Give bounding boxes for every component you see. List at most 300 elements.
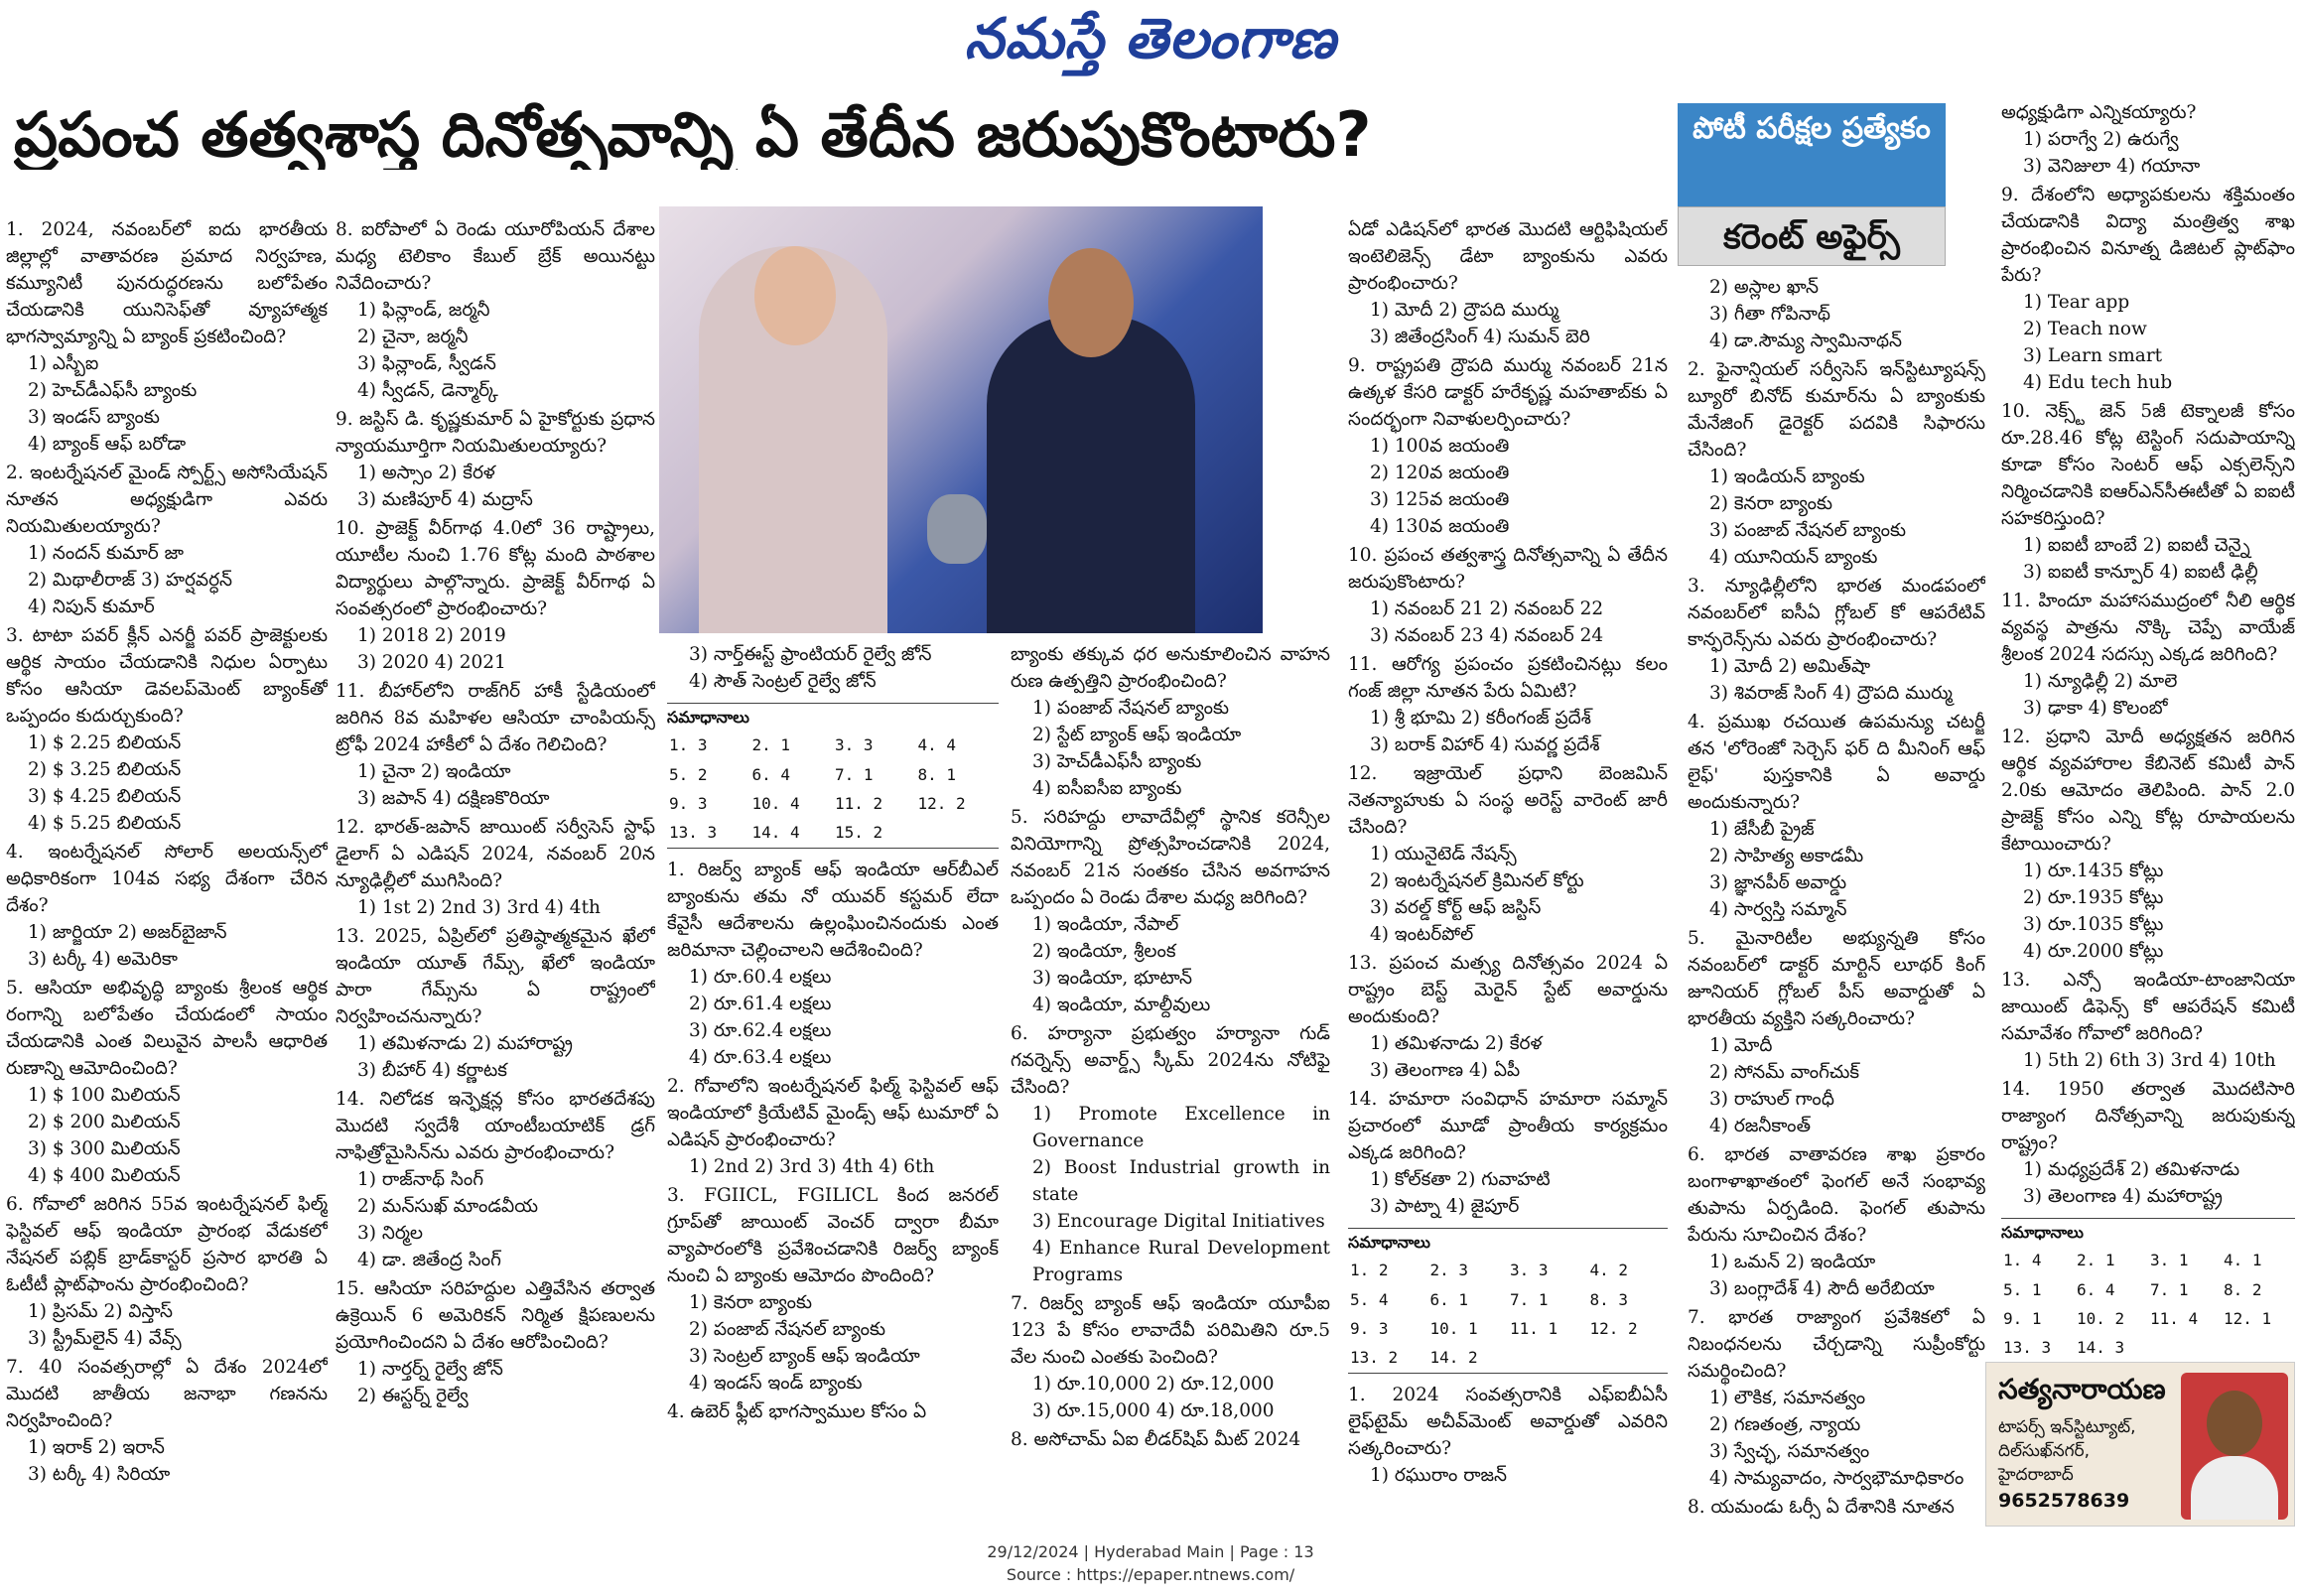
- answer-option: 2) కెనరా బ్యాంకు: [1709, 493, 1833, 514]
- answer-option: 1) ఇండియన్ బ్యాంకు: [1709, 466, 1865, 487]
- answer-option: 4) సౌత్ సెంట్రల్ రైల్వే జోన్: [689, 671, 877, 692]
- answer-cell: 4. 1: [2224, 1251, 2262, 1270]
- answer-option: 1) జార్జియా 2) అజర్‌బైజాన్: [28, 922, 227, 943]
- question-text: 12. ఇజ్రాయెల్ ప్రధాని బెంజమిన్ నెతన్యాహుకు ఏ సంస్థ అరెస్ట్ వారెంట్ జారీ చేసింది?: [1348, 763, 1668, 838]
- question-item: [2001, 182, 2295, 396]
- answer-option: 1) పరాగ్వే 2) ఉరుగ్వే: [2023, 129, 2179, 150]
- answer-option: 3) 125వ జయంతి: [1370, 489, 1510, 510]
- answer-cell: [1588, 1343, 1669, 1372]
- question-item: [6, 1191, 328, 1352]
- answers-table-b: [1348, 1256, 1668, 1372]
- answer-option: 2) హెచ్‌డీఎఫ్‌సీ బ్యాంకు: [28, 380, 198, 401]
- question-item: [1348, 542, 1668, 649]
- question-text: 12. భారత్-జపాన్ జాయింట్ సర్వీసెస్ స్టాఫ్ డైలాగ్ ఏ ఎడిషన్ 2024, నవంబర్ 20న న్యూఢిల్లీలో ముగిసింది?: [336, 817, 655, 891]
- answer-option: 2) రూ.61.4 లక్షలు: [689, 993, 832, 1014]
- answers-block-b: [1348, 1228, 1668, 1374]
- question-item: [6, 622, 328, 837]
- answer-option: 1) ఒమన్ 2) ఇండియా: [1709, 1252, 1876, 1272]
- answers-row: [667, 760, 999, 789]
- question-text: 2. ఫైనాన్షియల్ సర్వీసెస్ ఇన్‌స్టిట్యూషన్స్ బ్యూరో బినోద్ కుమార్‌ను ఏ బ్యాంకుకు మేనేజింగ్ డైరెక్టర్ పదవికి సిఫారసు చేసింది?: [1688, 359, 1985, 461]
- answer-cell: [2222, 1333, 2295, 1356]
- answer-cell: 9. 1: [2003, 1309, 2042, 1329]
- answers-row: [2001, 1333, 2295, 1356]
- question-text: 9. జస్టిస్ డి. కృష్ణకుమార్ ఏ హైకోర్టుకు ప్రధాన న్యాయమూర్తిగా నియమితులయ్యారు?: [336, 409, 655, 457]
- answer-option: 2) ఇండియా, శ్రీలంక: [1032, 941, 1176, 962]
- question-item: [6, 460, 328, 620]
- answer-option: 4) డా. జితేంద్ర సింగ్: [357, 1250, 501, 1270]
- question-text: 4. ప్రముఖ రచయిత ఉపమన్యు చటర్జీ తన 'లోరెంజో సెర్చెస్ ఫర్ ది మీనింగ్ ఆఫ్ లైఫ్' పుస్తకానికి ఏ అవార్డు అందుకున్నారు?: [1688, 712, 1985, 813]
- question-text: 9. రాష్ట్రపతి ద్రౌపది ముర్ము నవంబర్ 21న ఉత్కళ కేసరి డాక్టర్ హరేకృష్ణ మహతాబ్‌కు ఏ సందర్భంగా నివాళులర్పించారు?: [1348, 355, 1668, 430]
- answer-cell: 3. 3: [835, 735, 874, 755]
- author-phone: 9652578639: [1998, 1490, 2130, 1512]
- answer-option: 1) 2018 2) 2019: [357, 625, 506, 646]
- answer-option: 2) మన్‌సుఖ్ మాండవీయ: [357, 1196, 538, 1217]
- answer-cell: 14. 3: [2077, 1338, 2125, 1356]
- answer-option: 4) రూ.63.4 లక్షలు: [689, 1046, 832, 1068]
- question-item: [336, 678, 655, 812]
- headline: ప్రపంచ తత్వశాస్త్ర దినోత్సవాన్ని ఏ తేదీన జరుపుకొంటారు?: [14, 99, 1372, 171]
- answer-option: 1) కెనరా బ్యాంకు: [689, 1291, 813, 1313]
- question-item: [336, 923, 655, 1084]
- answer-option: 4) 130వ జయంతి: [1370, 516, 1510, 537]
- answer-option: 3) టర్కీ 4) సిరియా: [28, 1464, 171, 1485]
- answer-option: 4) Edu tech hub: [2023, 372, 2173, 393]
- question-text: 5. మైనారిటీల అభ్యున్నతి కోసం నవంబర్‌లో డాక్టర్ మార్టిన్ లూథర్ కింగ్ జూనియర్ గ్లోబల్ పీస్ అవార్డుతో ఏ భారతీయ వ్యక్తిని సత్కరించారు?: [1688, 928, 1985, 1029]
- question-text: 3. FGIICL, FGILICL కింద జనరల్ గ్రూప్‌తో జాయింట్ వెంచర్ ద్వారా బీమా వ్యాపారంలోకి ప్రవేశించడానికి రిజర్వ్ బ్యాంక్ నుంచి ఏ బ్యాంకు ఆమోదం పొందింది?: [667, 1184, 999, 1286]
- question-item: [1348, 760, 1668, 948]
- question-item: [1688, 573, 1985, 707]
- question-text: 7. 40 సంవత్సరాల్లో ఏ దేశం 2024లో మొదటి జాతీయ జనాభా గణనను నిర్వహించింది?: [6, 1357, 328, 1431]
- answer-option: 3) నవంబర్ 23 4) నవంబర్ 24: [1370, 625, 1604, 646]
- answer-option: 1) న్యూఢిల్లీ 2) మాలె: [2023, 671, 2178, 692]
- answer-option: 2) 120వ జయంతి: [1370, 463, 1510, 483]
- question-item: [1348, 1382, 1668, 1489]
- question-item: [1688, 1494, 1985, 1521]
- answer-option: 1) రూ.10,000 2) రూ.12,000: [1032, 1374, 1275, 1395]
- answer-option: 3) వరల్డ్ కోర్ట్ ఆఫ్ జస్టిస్: [1370, 897, 1542, 918]
- answer-option: 1) జేసీబీ ప్రైజ్: [1709, 819, 1815, 840]
- question-item: [1011, 641, 1330, 802]
- answer-option: 3) గీతా గోపినాథ్: [1709, 304, 1830, 325]
- question-text: 10. నెక్స్ట్ జెన్ 5జీ టెక్నాలజీ కోసం రూ.28.46 కోట్ల టెస్టింగ్ సదుపాయాన్ని కూడా కోసం సెంటర్ ఆఫ్ ఎక్సలెన్స్‌ని నిర్మించడానికి ఐఆర్ఎన్‌సీఈటీతో ఏ ఐఐటీ సహకరిస్తుంది?: [2001, 401, 2295, 529]
- answer-cell: [2148, 1333, 2222, 1356]
- answer-option: 1) రఘురాం రాజన్: [1370, 1464, 1508, 1486]
- answer-cell: 6. 1: [1429, 1289, 1469, 1309]
- question-item: [1348, 216, 1668, 350]
- answer-option: 1) Promote Excellence in Governance: [1032, 1104, 1330, 1151]
- answer-option: 2) Boost Industrial growth in state: [1032, 1157, 1330, 1205]
- answer-cell: 1. 2: [1350, 1261, 1389, 1280]
- answer-option: 1) Tear app: [2023, 292, 2130, 313]
- answer-cell: 8. 1: [917, 764, 957, 784]
- answer-cell: [916, 818, 1000, 847]
- answer-cell: 12. 1: [2224, 1309, 2272, 1329]
- answer-cell: 6. 4: [2077, 1279, 2115, 1299]
- question-text: 10. ప్రపంచ తత్వశాస్త్ర దినోత్సవాన్ని ఏ తేదీన జరుపుకొంటారు?: [1348, 545, 1668, 593]
- question-text: 15. ఆసియా సరిహద్దుల ఎత్తివేసిన తర్వాత ఉక్రెయిన్ 6 అమెరికన్ నిర్మిత క్షిపణులను ప్రయోగించిందని ఏ దేశం ఆరోపించింది?: [336, 1278, 655, 1353]
- answer-option: 3) పంజాబ్ నేషనల్ బ్యాంకు: [1709, 520, 1907, 541]
- answer-option: 1) నవంబర్ 21 2) నవంబర్ 22: [1370, 598, 1604, 619]
- answer-option: 2) $ 200 మిలియన్: [28, 1112, 181, 1132]
- question-item: [667, 1398, 999, 1425]
- answers-row: [1348, 1343, 1668, 1372]
- question-text: 13. ఎన్సో ఇండియా-టాంజానియా జాయింట్ డిఫెన్స్ కో ఆపరేషన్ కమిటీ సమావేశం గోవాలో జరిగింది?: [2001, 970, 2295, 1044]
- question-item: [336, 1275, 655, 1409]
- question-text: 11. ఆరోగ్య ప్రపంచం ప్రకటించినట్లు కలం గంజ్ జిల్లా నూతన పేరు ఏమిటి?: [1348, 654, 1668, 702]
- author-org: టాపర్స్ ఇన్‌స్టిట్యూట్, దిల్‌సుఖ్‌నగర్, హైదరాబాద్: [1998, 1417, 2136, 1485]
- answer-option: 1) ప్రిసమ్ 2) విస్తాస్: [28, 1301, 173, 1322]
- answer-cell: 9. 3: [669, 794, 708, 814]
- question-text: 6. హర్యానా ప్రభుత్వం హర్యానా గుడ్ గవర్నెన్స్ అవార్డ్స్ స్కీమ్ 2024ను నోటిఫై చేసింది?: [1011, 1023, 1330, 1098]
- question-text: 3. న్యూఢిల్లీలోని భారత మండపంలో నవంబర్‌లో ఐసీఏ గ్లోబల్ కో ఆపరేటివ్ కాన్ఫరెన్స్‌ను ఎవరు ప్రారంభించారు?: [1688, 576, 1985, 650]
- question-text: 13. 2025, ఏప్రిల్‌లో ప్రతిష్ఠాత్మకమైన ఖేలో ఇండియా యూత్ గేమ్స్, ఖేలో ఇండియా పారా గేమ్స్‌ను ఏ రాష్ట్రంలో నిర్వహించనున్నారు?: [336, 926, 655, 1027]
- answer-cell: 7. 1: [2150, 1279, 2189, 1299]
- answer-cell: [1508, 1343, 1588, 1372]
- question-item: [336, 515, 655, 676]
- answer-option: 1) ఫిన్లాండ్, జర్మనీ: [357, 300, 490, 321]
- masthead: [0, 0, 2301, 81]
- answer-cell: 11. 1: [1510, 1319, 1558, 1339]
- question-text: 2. ఇంటర్నేషనల్ మైండ్ స్పోర్ట్స్ అసోసియేషన్ నూతన అధ్యక్షుడిగా ఎవరు నియమితులయ్యారు?: [6, 463, 328, 537]
- question-text: 8. యమండు ఓర్సీ ఏ దేశానికి నూతన: [1688, 1497, 1955, 1518]
- question-text: 11. హిందూ మహాసముద్రంలో నీలి ఆర్థిక వ్యవస్థ పాత్రను నొక్కి చెప్పే వాయేజ్ శ్రీలంక 2024 సదస్సు ఎక్కడ జరిగింది?: [2001, 591, 2295, 665]
- answer-option: 1) అస్సాం 2) కేరళ: [357, 463, 495, 483]
- answer-option: 2) ఈస్టర్న్ రైల్వే: [357, 1386, 469, 1406]
- answer-option: 1) 2nd 2) 3rd 3) 4th 4) 6th: [689, 1155, 935, 1177]
- answer-option: 4) రూ.2000 కోట్లు: [2023, 941, 2164, 962]
- question-item: [2001, 1076, 2295, 1210]
- question-item: [1348, 1086, 1668, 1220]
- answer-cell: 8. 3: [1589, 1289, 1629, 1309]
- answer-option: 2) అస్లాల ఖాన్: [1709, 277, 1819, 298]
- answers-label: సమాధానాలు: [2001, 1223, 2084, 1242]
- question-item: [2001, 99, 2295, 180]
- answer-option: 4) సార్వస్తి సమ్మాన్: [1709, 899, 1847, 920]
- question-item: [336, 1086, 655, 1273]
- question-item: [336, 216, 655, 404]
- answer-option: 2) $ 3.25 బిలియన్: [28, 759, 182, 780]
- question-item: [6, 1354, 328, 1488]
- question-item: [1688, 356, 1985, 571]
- question-item: [1688, 274, 1985, 354]
- answer-cell: 8. 2: [2224, 1279, 2262, 1299]
- question-item: [1011, 1426, 1330, 1453]
- answer-option: 3) జపాన్ 4) దక్షిణకొరియా: [357, 788, 550, 809]
- answer-cell: 10. 4: [751, 794, 800, 814]
- section-badge: [1678, 103, 1946, 266]
- question-item: [667, 857, 999, 1071]
- answer-option: 3) బీహార్ 4) కర్ణాటక: [357, 1060, 507, 1081]
- question-item: [2001, 724, 2295, 965]
- question-text: 5. సరిహద్దు లావాదేవీల్లో స్థానిక కరెన్సీల వినియోగాన్ని ప్రోత్సహించడానికి 2024, నవంబర్ 21న సంతకం చేసిన అవగాహన ఒప్పందం ఏ రెండు దేశాల మధ్య జరిగింది?: [1011, 807, 1330, 908]
- answers-row: [1348, 1285, 1668, 1314]
- photo-person-right: [987, 316, 1195, 633]
- question-text: 13. ప్రపంచ మత్స్య దినోత్సవం 2024 ఏ రాష్ట్రం బెస్ట్ మెరైన్ స్టేట్ అవార్డును అందుకుంది?: [1348, 953, 1668, 1027]
- answer-option: 2) Teach now: [2023, 319, 2147, 339]
- answer-option: 3) జితేంద్రసింగ్ 4) సుమన్ బెరి: [1370, 327, 1590, 347]
- question-text: 6. గోవాలో జరిగిన 55వ ఇంటర్నేషనల్ ఫిల్మ్ ఫెస్టివల్ ఆఫ్ ఇండియా ప్రారంభ వేడుకలో నేషనల్ పబ్లిక్ బ్రాడ్‌కాస్టర్ ప్రసార భారతి ఏ ఓటీటీ ప్లాట్‌ఫాంను ప్రారంభించింది?: [6, 1194, 328, 1295]
- question-text: 4. ఉబెర్ ఫ్లీట్ భాగస్వాముల కోసం ఏ: [667, 1400, 927, 1422]
- answer-option: 1) 5th 2) 6th 3) 3rd 4) 10th: [2023, 1050, 2276, 1071]
- answer-option: 4) ఐసీఐసీఐ బ్యాంకు: [1032, 778, 1182, 799]
- answers-table-a: [667, 731, 999, 847]
- answers-row: [1348, 1256, 1668, 1284]
- answer-option: 1) ఐఐటీ బాంబే 2) ఐఐటీ చెన్నై: [2023, 535, 2250, 556]
- page-footer: [0, 1540, 2301, 1586]
- question-text: 7. రిజర్వ్ బ్యాంక్ ఆఫ్ ఇండియా యూపీఐ 123 పే కోసం లావాదేవీ పరిమితిని రూ.5 వేల నుంచి ఎంతకు పెంచింది?: [1011, 1293, 1330, 1368]
- answer-option: 3) తెలంగాణ 4) మహారాష్ట్ర: [2023, 1186, 2223, 1207]
- answer-option: 3) Learn smart: [2023, 345, 2163, 366]
- question-text: 1. రిజర్వ్ బ్యాంక్ ఆఫ్ ఇండియా ఆర్‌బీఎల్ బ్యాంకును తమ నో యువర్ కస్టమర్ లేదా కేవైసీ ఆదేశాలను ఉల్లంఘించినందుకు ఎంత జరిమానా చెల్లించాలని ఆదేశించింది?: [667, 859, 999, 961]
- answers-table-c: [2001, 1246, 2295, 1356]
- answer-cell: 12. 2: [917, 794, 966, 814]
- column-1: [6, 216, 328, 1523]
- answer-option: 1) ఇరాక్ 2) ఇరాన్: [28, 1437, 165, 1458]
- answer-option: 3) ఇండియా, భూటాన్: [1032, 968, 1192, 989]
- answer-option: 3) $ 300 మిలియన్: [28, 1138, 181, 1159]
- answer-option: 4) యూనియన్ బ్యాంకు: [1709, 547, 1878, 568]
- question-text: 11. బీహార్‌లోని రాజ్‌గిర్ హాకీ స్టేడియంలో జరిగిన 8వ మహిళల ఆసియా చాంపియన్స్ ట్రోఫీ 2024 హాకీలో ఏ దేశం గెలిచింది?: [336, 681, 655, 755]
- question-text: అధ్యక్షుడిగా ఎన్నికయ్యారు?: [2001, 102, 2197, 123]
- question-item: [1011, 804, 1330, 1018]
- answer-cell: 11. 4: [2150, 1309, 2199, 1329]
- answers-row: [2001, 1304, 2295, 1333]
- question-text: 2. గోవాలోని ఇంటర్నేషనల్ ఫిల్మ్ ఫెస్టివల్ ఆఫ్ ఇండియాలో క్రియేటివ్ మైండ్స్ ఆఫ్ టుమారో ఏ ఎడిషన్ ప్రారంభించారు?: [667, 1075, 999, 1150]
- question-text: 5. ఆసియా అభివృద్ధి బ్యాంకు శ్రీలంక ఆర్థిక రంగాన్ని బలోపేతం చేయడంలో సాయం చేయడానికి ఎంత విలువైన పాలసీ ఆధారిత రుణాన్ని ఆమోదించింది?: [6, 978, 328, 1079]
- answer-option: 2) మిథాలీరాజ్ 3) హర్షవర్ధన్: [28, 570, 233, 591]
- question-item: [6, 216, 328, 458]
- answer-option: 4) డా.సౌమ్య స్వామినాథన్: [1709, 331, 1902, 351]
- photo-trophy: [927, 494, 987, 564]
- photo-person-right-head: [1048, 248, 1134, 357]
- question-text: 7. భారత రాజ్యాంగ ప్రవేశికలో ఏ నిబంధనలను చేర్చడాన్ని సుప్రీంకోర్టు సమర్థించింది?: [1688, 1307, 1985, 1382]
- answer-option: 3) పాట్నా 4) జైపూర్: [1370, 1196, 1520, 1217]
- author-name: సత్యనారాయణ: [1998, 1373, 2166, 1405]
- answer-option: 1) నార్తర్న్ రైల్వే జోన్: [357, 1359, 503, 1380]
- answers-row: [667, 789, 999, 818]
- answer-option: 1) పంజాబ్ నేషనల్ బ్యాంకు: [1032, 698, 1230, 719]
- answer-option: 2) రూ.1935 కోట్లు: [2023, 887, 2164, 908]
- question-item: [1348, 651, 1668, 758]
- answer-option: 4) స్వీడన్, డెన్మార్క్: [357, 380, 498, 401]
- answer-cell: 13. 2: [1350, 1348, 1399, 1368]
- answer-option: 4) రజనీకాంత్: [1709, 1116, 1811, 1136]
- column-3: [667, 641, 999, 1523]
- answer-option: 3) నిర్మల: [357, 1223, 424, 1244]
- question-text: 14. నిలోడక ఇన్ఫెక్షన్ల కోసం భారతదేశపు మొదటి స్వదేశీ యాంటీబయాటిక్ డ్రగ్ నాఫిత్రోమైసిన్‌ను ఎవరు ప్రారంభించారు?: [336, 1089, 655, 1163]
- answer-option: 3) రూ.62.4 లక్షలు: [689, 1019, 832, 1041]
- question-item: [1348, 950, 1668, 1084]
- answer-option: 2) పంజాబ్ నేషనల్ బ్యాంకు: [689, 1318, 886, 1340]
- answer-option: 1) తమిళనాడు 2) కేరళ: [1370, 1033, 1543, 1054]
- answer-option: 3) ఇండస్ బ్యాంకు: [28, 407, 160, 428]
- answer-option: 3) బరాక్ విహార్ 4) సువర్ణ ప్రదేశ్: [1370, 734, 1600, 755]
- answer-option: 3) ఐఐటీ కాన్పూర్ 4) ఐఐటీ ఢిల్లీ: [2023, 562, 2258, 583]
- answer-cell: 3. 3: [1510, 1261, 1549, 1280]
- question-item: [667, 641, 999, 695]
- question-item: [1348, 352, 1668, 540]
- answer-option: 3) టర్కీ 4) అమెరికా: [28, 949, 178, 970]
- question-item: [1688, 709, 1985, 923]
- question-item: [6, 975, 328, 1189]
- answer-cell: 13. 3: [669, 823, 718, 843]
- answer-option: 1) మోదీ 2) ద్రౌపది ముర్ము: [1370, 300, 1559, 321]
- footer-source-line: Source : https://epaper.ntnews.com/: [1006, 1565, 1295, 1585]
- answer-option: 1) ఇండియా, నేపాల్: [1032, 914, 1179, 935]
- question-item: [6, 839, 328, 973]
- question-text: 10. ప్రాజెక్ట్ వీర్‌గాథ 4.0లో 36 రాష్ట్రాలు, యూటీల నుంచి 1.76 కోట్ల మంది పాఠశాల విద్యార్థులు పాల్గొన్నారు. ప్రాజెక్ట్ వీర్‌గాథ ఏ సంవత్సరంలో ప్రారంభించారు?: [336, 518, 655, 619]
- answer-option: 1) మోదీ: [1709, 1035, 1773, 1056]
- answer-option: 1) 1st 2) 2nd 3) 3rd 4) 4th: [357, 897, 601, 918]
- badge-bottom: కరెంట్ అఫైర్స్: [1678, 206, 1946, 266]
- answer-cell: 11. 2: [835, 794, 883, 814]
- answer-option: 1) $ 2.25 బిలియన్: [28, 732, 182, 753]
- answer-option: 2) ఇంటర్నేషనల్ క్రిమినల్ కోర్టు: [1370, 870, 1584, 891]
- answer-cell: 5. 2: [669, 764, 708, 784]
- answer-option: 3) తెలంగాణ 4) ఏపీ: [1370, 1060, 1521, 1081]
- question-item: [667, 1182, 999, 1396]
- question-text: ఏడో ఎడిషన్‌లో భారత మొదటి ఆర్టిఫిషియల్ ఇంటెలిజెన్స్ డేటా బ్యాంకును ఎవరు ప్రారంభించారు?: [1348, 219, 1668, 294]
- answer-option: 2) స్టేట్ బ్యాంక్ ఆఫ్ ఇండియా: [1032, 725, 1242, 745]
- answer-option: 1) మధ్యప్రదేశ్ 2) తమిళనాడు: [2023, 1159, 2240, 1180]
- answer-cell: 10. 1: [1429, 1319, 1478, 1339]
- badge-top: పోటీ పరీక్షల ప్రత్యేకం: [1678, 103, 1946, 206]
- answer-cell: 7. 1: [1510, 1289, 1549, 1309]
- answer-option: 1) యునైటెడ్ నేషన్స్: [1370, 844, 1517, 864]
- question-text: 9. దేశంలోని అధ్యాపకులను శక్తిమంతం చేయడానికి విద్యా మంత్రిత్వ శాఖ ప్రారంభించిన వినూత్న డిజిటల్ ప్లాట్‌ఫాం పేరు?: [2001, 185, 2295, 286]
- answer-cell: 5. 4: [1350, 1289, 1389, 1309]
- news-photo: [659, 206, 1263, 633]
- answer-cell: 12. 2: [1589, 1319, 1638, 1339]
- column-4: [1011, 641, 1330, 1523]
- footer-date-line: 29/12/2024 | Hyderabad Main | Page : 13: [987, 1542, 1314, 1561]
- answer-option: 3) రాహుల్ గాంధీ: [1709, 1089, 1834, 1110]
- answer-option: 1) శ్రీ భూమి 2) కరీంగంజ్ ప్రదేశ్: [1370, 708, 1591, 729]
- answer-option: 4) నిపున్ కుమార్: [28, 597, 155, 617]
- answer-option: 1) రాజ్‌నాథ్ సింగ్: [357, 1169, 484, 1190]
- answer-option: 4) Enhance Rural Development Programs: [1032, 1238, 1330, 1285]
- answer-option: 1) చైనా 2) ఇండియా: [357, 761, 511, 782]
- question-item: [336, 814, 655, 921]
- answer-option: 1) రూ.60.4 లక్షలు: [689, 966, 832, 988]
- question-text: 12. ప్రధాని మోదీ అధ్యక్షతన జరిగిన ఆర్థిక వ్యవహారాల కేబినెట్ కమిటీ పాన్ 2.0కు ఆమోదం తెలిపింది. పాన్ 2.0 ప్రాజెక్ట్ కోసం ఎన్ని కోట్ల రూపాయలను కేటాయించారు?: [2001, 727, 2295, 855]
- answer-cell: 6. 4: [751, 764, 791, 784]
- column-2: [336, 216, 655, 1523]
- answer-option: 3) $ 4.25 బిలియన్: [28, 786, 182, 807]
- answer-option: 3) రూ.15,000 4) రూ.18,000: [1032, 1400, 1275, 1421]
- answers-label: సమాధానాలు: [1348, 1233, 1430, 1252]
- answer-cell: 1. 4: [2003, 1251, 2042, 1270]
- answer-option: 3) సెంట్రల్ బ్యాంక్ ఆఫ్ ఇండియా: [689, 1345, 920, 1367]
- answer-cell: 1. 3: [669, 735, 708, 755]
- answer-option: 1) కోల్‌కతా 2) గువాహటి: [1370, 1169, 1551, 1190]
- answers-row: [1348, 1314, 1668, 1343]
- question-item: [1688, 1141, 1985, 1302]
- answer-option: 4) $ 400 మిలియన్: [28, 1165, 181, 1186]
- answers-row: [2001, 1275, 2295, 1304]
- answer-option: 4) ఇండియా, మాల్దీవులు: [1032, 995, 1211, 1015]
- answer-option: 2) సోనమ్ వాంగ్‌చుక్: [1709, 1062, 1860, 1083]
- answer-option: 3) హెచ్‌డీఎఫ్‌సీ బ్యాంకు: [1032, 751, 1202, 772]
- answers-row: [2001, 1246, 2295, 1274]
- answer-option: 3) మణిపూర్ 4) మద్రాస్: [357, 489, 533, 510]
- answer-option: 1) $ 100 మిలియన్: [28, 1085, 181, 1106]
- question-item: [1688, 925, 1985, 1139]
- photo-person-left-head: [754, 246, 836, 345]
- question-text: 8. ఐరోపాలో ఏ రెండు యూరోపియన్ దేశాల మధ్య టెలికాం కేబుల్ బ్రేక్ అయినట్టు నివేదించారు?: [336, 219, 655, 294]
- question-item: [1011, 1020, 1330, 1288]
- answers-row: [667, 818, 999, 847]
- answer-cell: 14. 4: [751, 823, 800, 843]
- author-box: [1985, 1362, 2295, 1527]
- question-item: [2001, 588, 2295, 722]
- answer-cell: 2. 1: [751, 735, 791, 755]
- author-photo: [2181, 1373, 2288, 1520]
- question-text: 14. హమారా సంవిధాన్ హమారా సమ్మాన్ ప్రచారంలో మూడో ప్రాంతీయ కార్యక్రమం ఎక్కడ జరిగింది?: [1348, 1089, 1668, 1163]
- answer-option: 4) ఇండస్ ఇండ్ బ్యాంకు: [689, 1372, 863, 1394]
- answer-option: 4) $ 5.25 బిలియన్: [28, 813, 182, 834]
- answer-option: 3) స్ట్రీమ్‌లైన్ 4) వేవ్స్: [28, 1328, 182, 1349]
- question-item: [2001, 398, 2295, 586]
- answers-row: [667, 731, 999, 759]
- answer-cell: 4. 4: [917, 735, 957, 755]
- answer-cell: 10. 2: [2077, 1309, 2125, 1329]
- answer-cell: 5. 1: [2003, 1279, 2042, 1299]
- answers-block-a: [667, 703, 999, 849]
- answer-option: 2) గణతంత్ర, న్యాయ: [1709, 1414, 1861, 1435]
- question-text: 3. టాటా పవర్ క్లీన్ ఎనర్జీ పవర్ ప్రాజెక్టులకు ఆర్థిక సాయం చేయడానికి నిధుల ఏర్పాటు కోసం ఆసియా డెవలప్‌మెంట్ బ్యాంక్‌తో ఒప్పందం కుదుర్చుకుంది?: [6, 625, 328, 727]
- column-5: [1348, 216, 1668, 1523]
- question-text: 1. 2024, నవంబర్‌లో ఐదు భారతీయ జిల్లాల్లో వాతావరణ ప్రమాద నిర్వహణ, కమ్యూనిటీ పునరుద్ధరణను బలోపేతం చేయడానికి యునిసెఫ్‌తో వ్యూహాత్మక భాగస్వామ్యాన్ని ఏ బ్యాంక్ ప్రకటించింది?: [6, 219, 328, 347]
- answer-option: 3) ఫిన్లాండ్, స్వీడన్: [357, 353, 496, 374]
- question-text: 8. అసోచామ్ ఏఐ లీడర్‌షిప్ మీట్ 2024: [1011, 1429, 1301, 1450]
- answer-cell: 2. 1: [2077, 1251, 2115, 1270]
- question-item: [1011, 1290, 1330, 1424]
- answer-option: 3) ఢాకా 4) కొలంబో: [2023, 698, 2168, 719]
- answer-cell: 15. 2: [835, 823, 883, 843]
- answer-option: 3) శివరాజ్ సింగ్ 4) ద్రౌపది ముర్ము: [1709, 683, 1953, 704]
- answer-cell: 3. 1: [2150, 1251, 2189, 1270]
- answer-cell: 14. 2: [1429, 1348, 1478, 1368]
- question-item: [667, 1073, 999, 1180]
- answer-option: 2) చైనా, జర్మనీ: [357, 327, 469, 347]
- answer-option: 3) స్వేచ్ఛ, సమానత్వం: [1709, 1441, 1870, 1462]
- question-text: 6. భారత వాతావరణ శాఖ ప్రకారం బంగాళాఖాతంలో ఫెంగల్ అనే సంభావ్య తుపాను ఏర్పడింది. ఫెంగల్ తుపాను పేరును సూచించిన దేశం?: [1688, 1144, 1985, 1246]
- answer-option: 4) బ్యాంక్ ఆఫ్ బరోడా: [28, 434, 187, 455]
- answer-option: 3) రూ.1035 కోట్లు: [2023, 914, 2164, 935]
- question-text: 1. 2024 సంవత్సరానికి ఎఫ్ఐబీఏసీ లైఫ్‌టైమ్ అచీవ్‌మెంట్ అవార్డుతో ఎవరిని సత్కరించారు?: [1348, 1384, 1668, 1459]
- answer-option: 1) ఎస్బీఐ: [28, 353, 99, 374]
- answer-option: 3) జ్ఞానపీఠ్ అవార్డు: [1709, 872, 1847, 893]
- answer-option: 1) నందన్ కుమార్ జా: [28, 543, 184, 564]
- answer-option: 1) 100వ జయంతి: [1370, 436, 1510, 457]
- masthead-logo: నమస్తే తెలంగాణ: [964, 6, 1337, 71]
- answers-block-c: [2001, 1218, 2295, 1356]
- answer-option: 1) రూ.1435 కోట్లు: [2023, 861, 2164, 881]
- column-7: [2001, 99, 2295, 1356]
- question-text: బ్యాంకు తక్కువ ధర అనుకూలించిన వాహన రుణ ఉత్పత్తిని ప్రారంభించింది?: [1011, 644, 1330, 692]
- column-6: [1688, 274, 1985, 1580]
- answer-option: 3) నార్త్‌ఈస్ట్ ఫ్రాంటియర్ రైల్వే జోన్: [689, 644, 932, 665]
- answer-cell: 2. 3: [1429, 1261, 1469, 1280]
- answers-label: సమాధానాలు: [667, 708, 749, 727]
- answer-option: 4) సామ్యవాదం, సార్వభౌమాధికారం: [1709, 1468, 1964, 1489]
- answer-cell: 4. 2: [1589, 1261, 1629, 1280]
- answer-option: 1) తమిళనాడు 2) మహారాష్ట్ర: [357, 1033, 573, 1054]
- answer-option: 3) వెనిజులా 4) గయానా: [2023, 156, 2201, 177]
- question-text: 4. ఇంటర్నేషనల్ సోలార్ అలయన్స్‌లో అధికారికంగా 104వ సభ్య దేశంగా చేరిన దేశం?: [6, 842, 328, 916]
- answer-cell: 13. 3: [2003, 1338, 2052, 1356]
